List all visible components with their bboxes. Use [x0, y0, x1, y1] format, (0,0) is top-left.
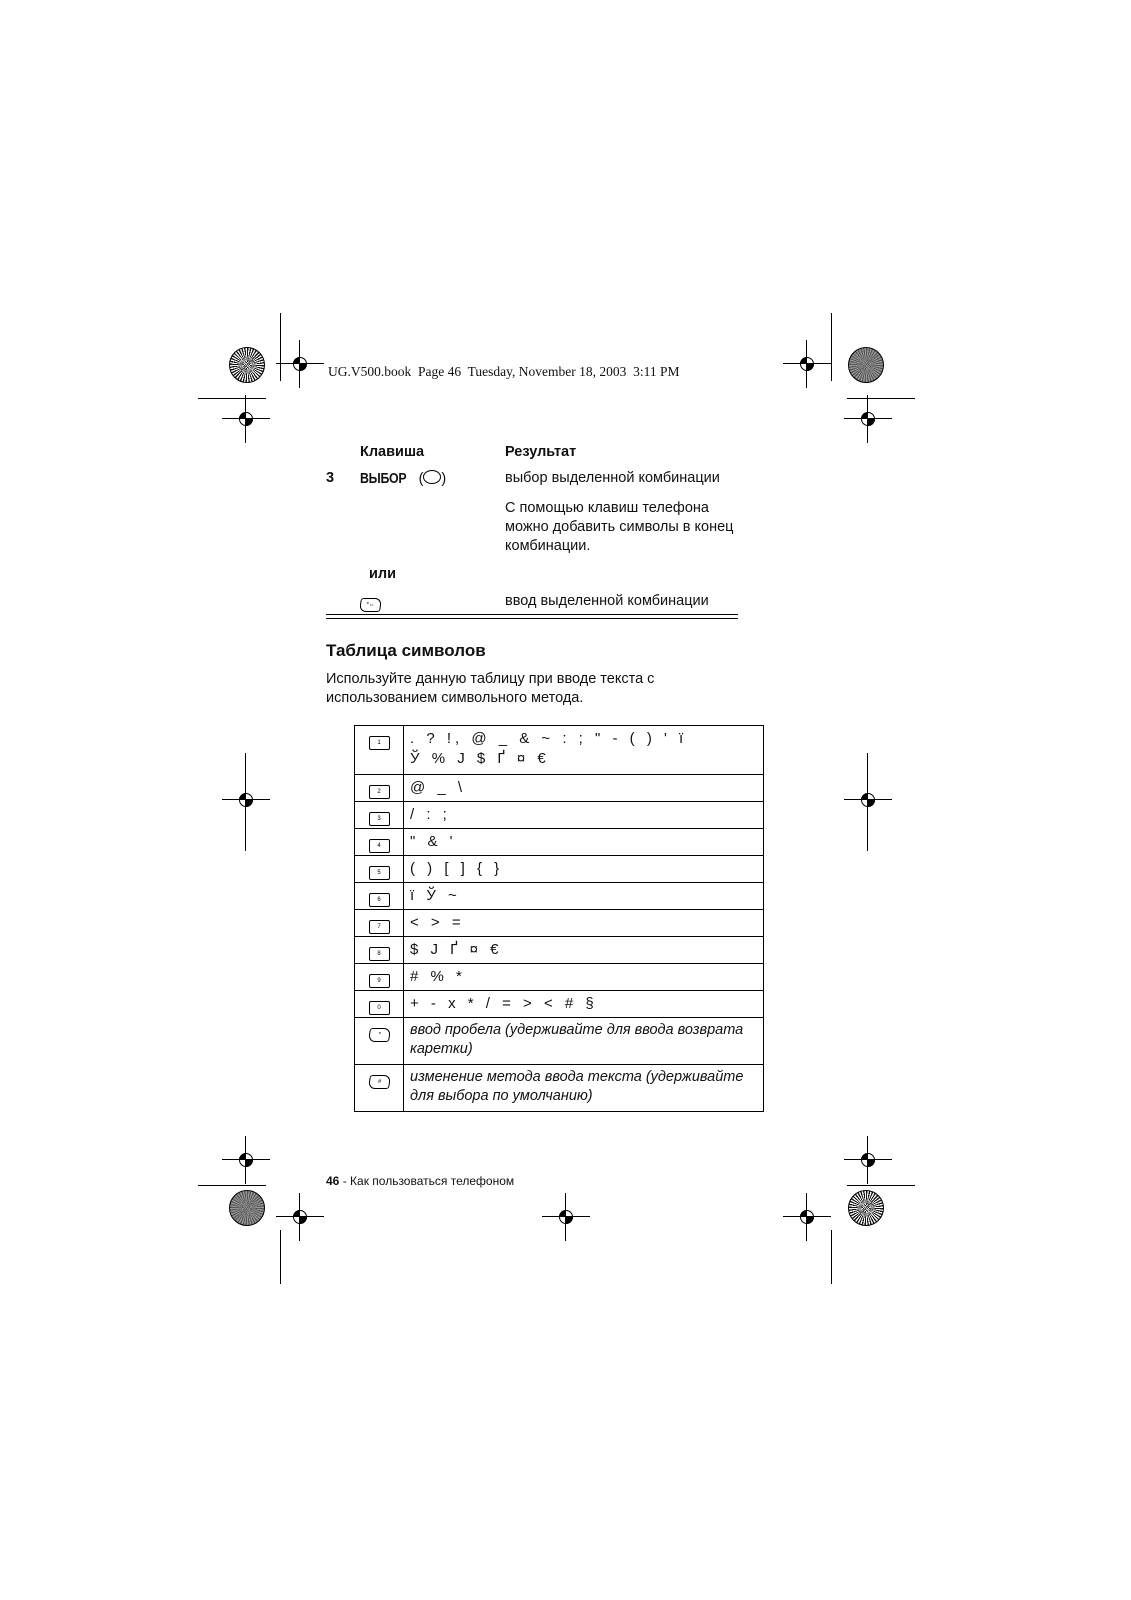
crosshair-icon: [236, 1150, 256, 1170]
or-label: или: [369, 566, 397, 582]
crosshair-icon: [858, 1150, 878, 1170]
table-row: [355, 1065, 764, 1112]
key-3-icon: 3: [355, 802, 404, 829]
symbol-cell: . ? !, @ _ & ~ : ; " - ( ) ' ï Ў % Ј $ Ґ ¤ €: [404, 726, 764, 775]
key-5-icon: 5: [355, 856, 404, 883]
key-7-icon: 7: [355, 910, 404, 937]
enter-result: ввод выделенной комбинации: [505, 593, 709, 609]
symbol-cell: # % *: [404, 964, 764, 991]
table-row: [355, 910, 764, 937]
symbol-cell: < > =: [404, 910, 764, 937]
crosshair-icon: [556, 1207, 576, 1227]
key-note: С помощью клавиш телефона можно добавить символы в конец комбинации.: [505, 500, 734, 554]
table-row: [355, 937, 764, 964]
symbol-cell: ( ) [ ] { }: [404, 856, 764, 883]
symbol-cell: ввод пробела (удерживайте для ввода возврата каретки): [404, 1018, 764, 1065]
key-star-icon: *: [355, 1018, 404, 1065]
section-title: Таблица символов: [326, 641, 486, 660]
symbol-cell: ï Ў ~: [404, 883, 764, 910]
key-2-icon: 2: [355, 775, 404, 802]
table-row: [355, 726, 764, 775]
crosshair-icon: [290, 1207, 310, 1227]
select-key: [360, 470, 446, 487]
key-0-icon: 0: [355, 991, 404, 1018]
key-9-icon: 9: [355, 964, 404, 991]
footer-separator: -: [339, 1174, 351, 1188]
symbol-cell: + - x * / = > < # §: [404, 991, 764, 1018]
registration-star-icon: [229, 347, 265, 383]
nav-center-key-icon: [423, 470, 441, 484]
crosshair-icon: [797, 354, 817, 374]
column-header-result: Результат: [505, 444, 577, 460]
table-row: [355, 964, 764, 991]
crosshair-icon: [236, 409, 256, 429]
divider: [326, 614, 738, 615]
registration-star-icon: [848, 347, 884, 383]
symbol-cell: изменение метода ввода текста (удерживайте для выбора по умолчанию): [404, 1065, 764, 1112]
crosshair-icon: [236, 790, 256, 810]
paren-open: (: [418, 471, 424, 487]
select-softkey-label: ВЫБОР: [360, 471, 407, 487]
symbol-cell: / : ;: [404, 802, 764, 829]
registration-star-icon: [848, 1190, 884, 1226]
table-row: [355, 775, 764, 802]
book-header-line: UG.V500.book Page 46 Tuesday, November 18, 2003 3:11 PM: [328, 364, 680, 379]
step-number: 3: [326, 470, 335, 486]
table-row: [355, 1018, 764, 1065]
column-header-key: Клавиша: [360, 444, 425, 460]
key-8-icon: 8: [355, 937, 404, 964]
table-row: [355, 991, 764, 1018]
paren-close: ): [441, 471, 447, 487]
select-result: выбор выделенной комбинации: [505, 470, 720, 486]
symbol-cell: $ Ј Ґ ¤ €: [404, 937, 764, 964]
key-1-icon: 1: [355, 726, 404, 775]
table-row: [355, 829, 764, 856]
table-row: [355, 802, 764, 829]
key-6-icon: 6: [355, 883, 404, 910]
section-intro: Используйте данную таблицу при вводе текста с использованием символьного метода.: [326, 671, 655, 706]
symbol-cell: @ _ \: [404, 775, 764, 802]
key-4-icon: 4: [355, 829, 404, 856]
table-row: [355, 856, 764, 883]
table-row: [355, 883, 764, 910]
symbol-table: [354, 725, 764, 1112]
registration-star-icon: [229, 1190, 265, 1226]
footer-section: Как пользоваться телефоном: [350, 1174, 515, 1188]
key-pound-icon: #: [355, 1065, 404, 1112]
page-number: 46: [326, 1174, 340, 1188]
symbol-cell: " & ': [404, 829, 764, 856]
crosshair-icon: [797, 1207, 817, 1227]
crosshair-icon: [858, 409, 878, 429]
crosshair-icon: [858, 790, 878, 810]
divider: [326, 618, 738, 619]
left-softkey-icon: *↔: [360, 594, 381, 612]
page-footer: [326, 1174, 514, 1188]
crosshair-icon: [290, 354, 310, 374]
